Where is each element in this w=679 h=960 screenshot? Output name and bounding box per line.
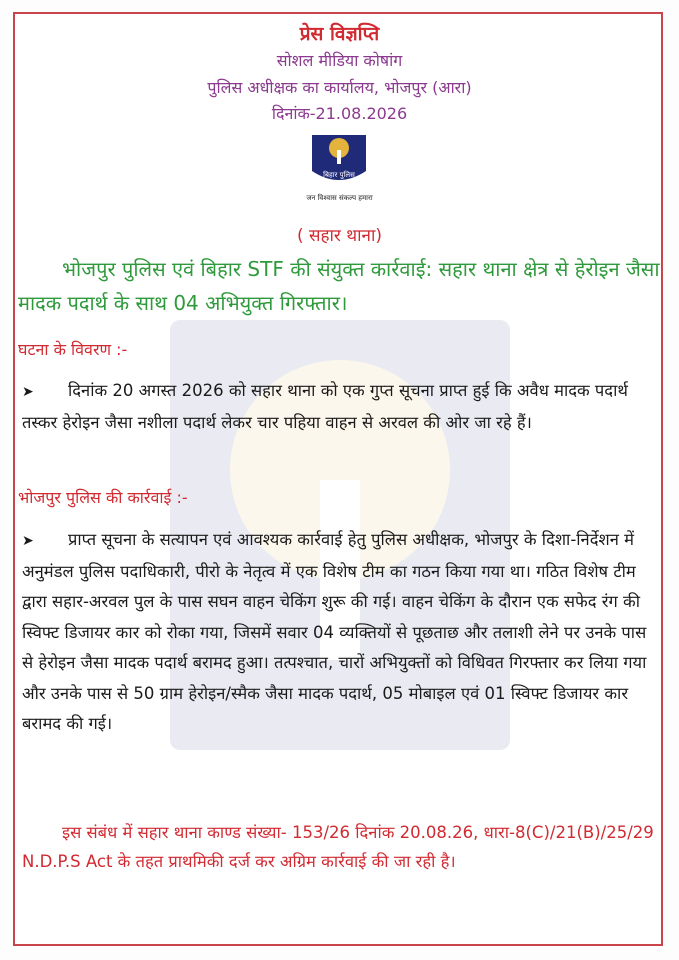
office-name: पुलिस अधीक्षक का कार्यालय, भोजपुर (आरा) [207,78,472,97]
police-station-label: ( सहार थाना) [296,226,383,246]
arrow-bullet-icon: ➤ [22,533,34,549]
social-media-cell: सोशल मीडिया कोषांग [276,51,403,70]
action-paragraph [22,525,658,740]
bihar-police-logo-icon [306,133,372,188]
action-heading: भोजपुर पुलिस की कार्रवाई :- [18,488,188,507]
logo-motto: जन विश्वास संकल्प हमारा [306,194,373,202]
closing-text: इस संबंध में सहार थाना काण्ड संख्या- 153/26 दिनांक 20.08.26, धारा-8(C)/21(B)/25/29 N.D.P.S Act के तहत प्राथमिकी दर्ज कर अग्रिम कार्रवाई की जा रही है। [22,823,654,871]
incident-paragraph [22,376,658,438]
headline-text: भोजपुर पुलिस एवं बिहार STF की संयुक्त कार्रवाई: सहार थाना क्षेत्र से हेरोइन जैसा मादक पदार्थ के साथ 04 अभियुक्त गिरफ्तार। [18,257,660,315]
logo-text: बिहार पुलिस [323,171,355,179]
incident-text: दिनांक 20 अगस्त 2026 को सहार थाना को एक गुप्त सूचना प्राप्त हुई कि अवैध मादक पदार्थ तस्कर हेरोइन जैसा नशीला पदार्थ लेकर चार पहिया वाहन से अरवल की ओर जा रहे हैं। [22,381,628,432]
headline [18,252,673,320]
arrow-bullet-icon: ➤ [22,384,34,400]
press-release-title: प्रेस विज्ञप्ति [299,23,380,45]
incident-heading: घटना के विवरण :- [18,340,128,359]
release-date: दिनांक-21.08.2026 [271,104,408,123]
closing-paragraph [22,818,658,876]
action-text: प्राप्त सूचना के सत्यापन एवं आवश्यक कार्रवाई हेतु पुलिस अधीक्षक, भोजपुर के दिशा-निर्देशन में अनुमंडल पुलिस पदाधिकारी, पीरो के नेतृत्व में एक विशेष टीम का गठन किया गया था। गठित विशेष टीम द्वारा सहार-अरवल पुल के पास सघन वाहन चेकिंग शुरू की गई। वाहन चेकिंग के दौरान एक सफेद रंग की स्विफ्ट डिजायर कार को रोका गया, जिसमें सवार 04 व्यक्तियों से पूछताछ और तलाशी लेने पर उनके पास से हेरोइन जैसा मादक पदार्थ बरामद हुआ। तत्पश्चात, चारों अभियुक्तों को विधिवत गिरफ्तार कर लिया गया और उनके पास से 50 ग्राम हेरोइन/स्मैक जैसा मादक पदार्थ, 05 मोबाइल एवं 01 स्विफ्ट डिजायर कार बरामद की गई। [22,530,647,733]
